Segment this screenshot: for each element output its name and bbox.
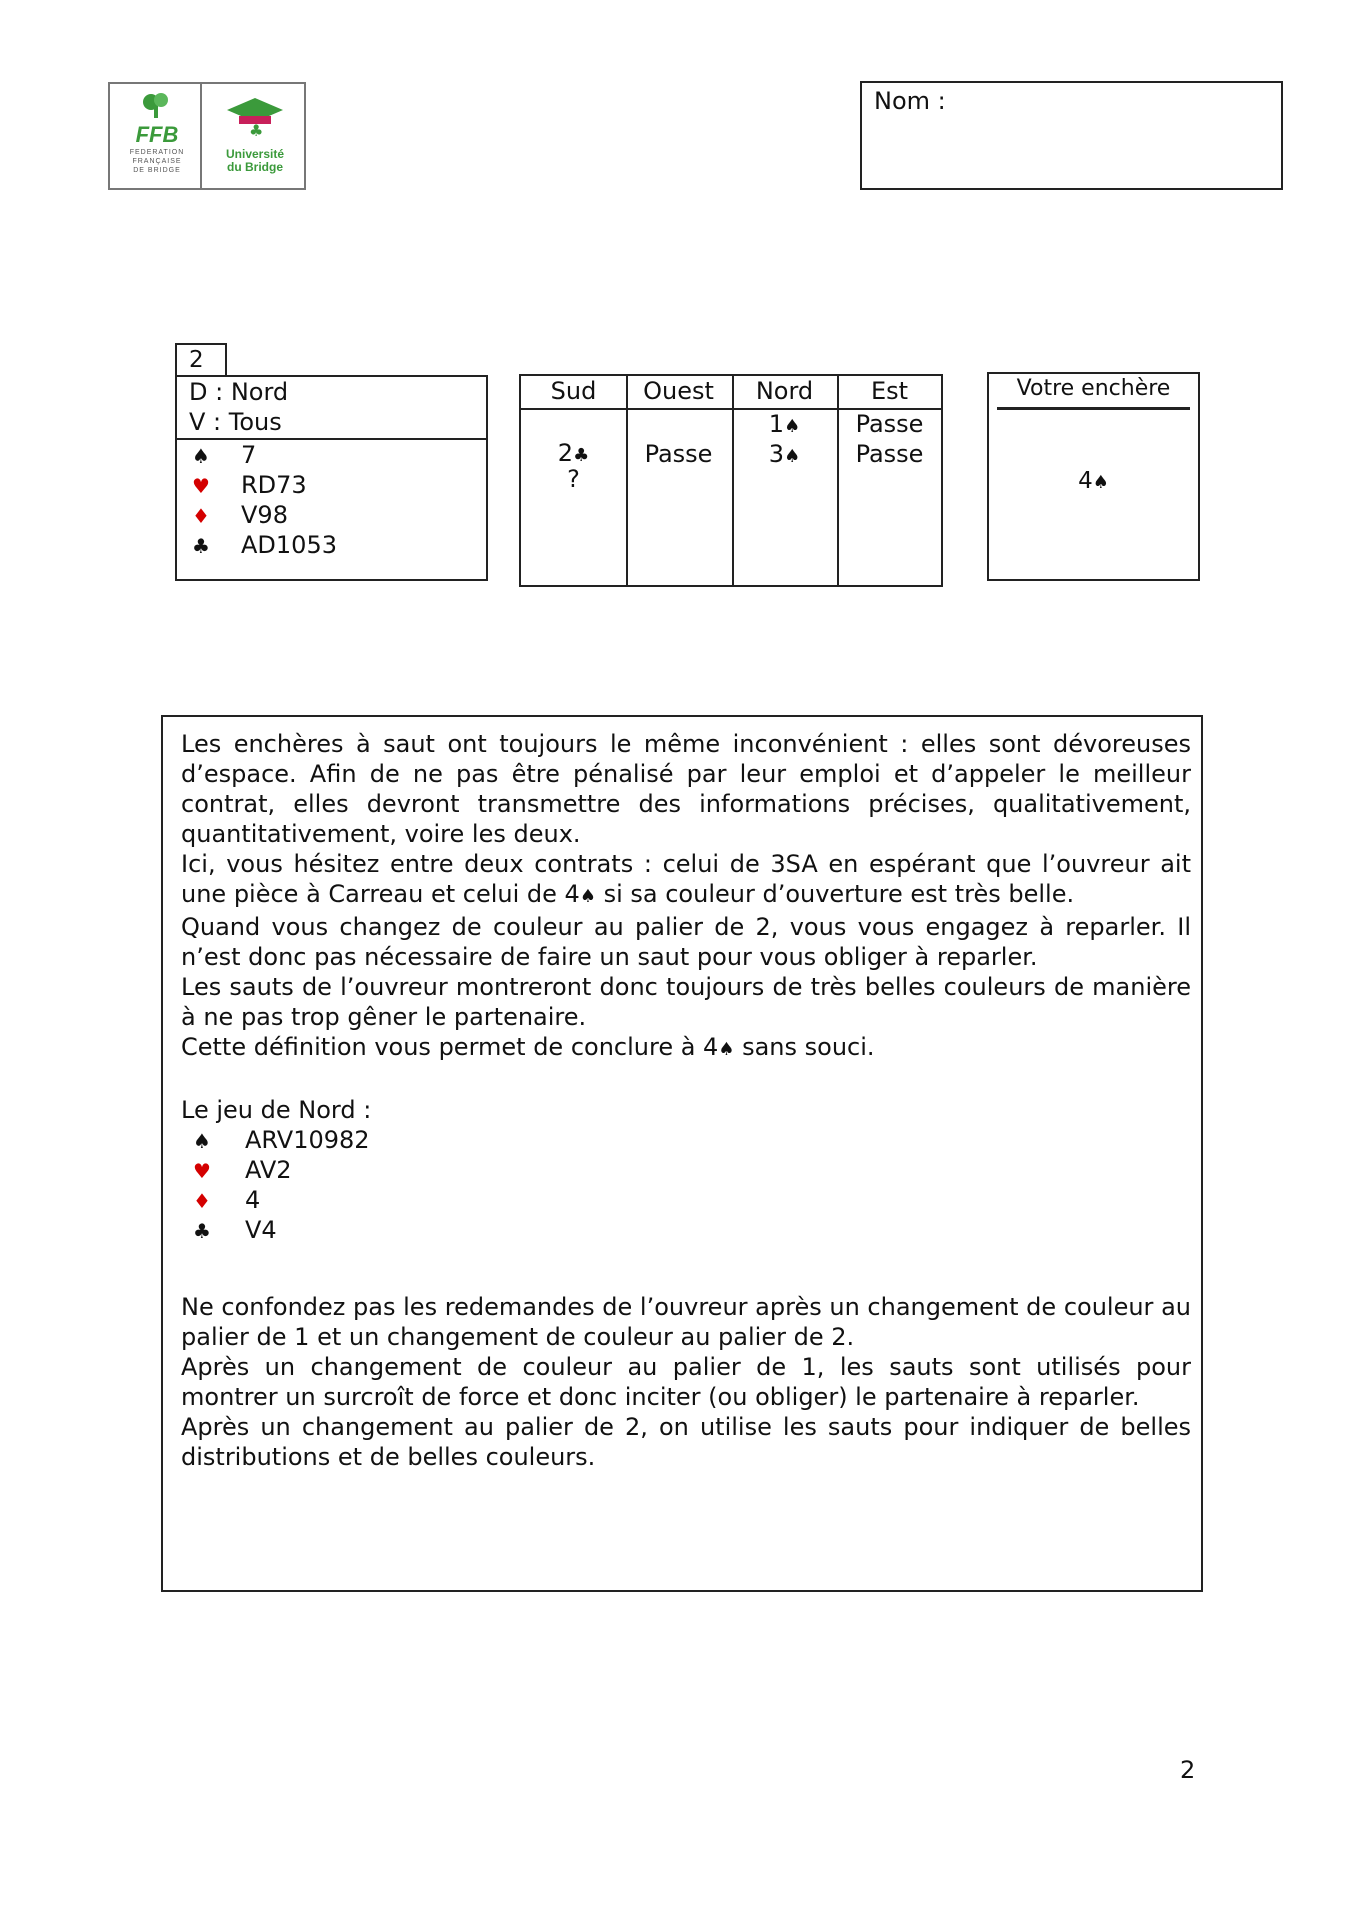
board-number: 2 (175, 343, 227, 376)
bid-est-1: Passe (855, 410, 924, 438)
logo-divider (200, 84, 202, 188)
spade-icon: ♠ (579, 886, 596, 907)
hand-separator (177, 438, 486, 440)
bid-est-2: Passe (855, 440, 924, 468)
hand-hearts (189, 470, 307, 500)
spade-icon: ♠ (784, 446, 801, 467)
comment-p4: Les sauts de l’ouvreur montreront donc toujours de très belles couleurs de manière à ne pas trop gêner le partenaire. (181, 973, 1191, 1031)
logo (108, 82, 306, 190)
header-ouest: Ouest (643, 377, 714, 405)
svg-text:♣: ♣ (249, 121, 264, 138)
commentary-box (161, 715, 1203, 1592)
spades-cards: 7 (241, 441, 257, 469)
diamond-icon: ♦ (192, 504, 210, 528)
universite-logo (208, 94, 302, 174)
bid-sud-2: 2♣ (557, 439, 590, 467)
comment-p3: Quand vous changez de couleur au palier de 2, vous vous engagez à reparler. Il n’est donc pas nécessaire de faire un saut pour vous obliger à reparler. (181, 913, 1191, 971)
clubs-cards: AD1053 (241, 531, 337, 559)
ffb-mark: FFB (135, 122, 179, 147)
north-hearts: ♥ AV2 (181, 1155, 1191, 1185)
your-bid-box (987, 372, 1200, 581)
ffb-logo (118, 92, 196, 175)
comment-p7: Après un changement de couleur au palier de 1, les sauts sont utilisés pour montrer un surcroît de force et donc inciter (ou obliger) le partenaire à reparler. (181, 1353, 1191, 1411)
bid-ouest-2: Passe (644, 440, 713, 468)
header-nord: Nord (755, 377, 814, 405)
north-clubs: ♣ V4 (181, 1215, 1191, 1245)
univ-line2: du Bridge (227, 160, 283, 174)
your-bid-title: Votre enchère (1016, 376, 1171, 401)
club-icon: ♣ (192, 534, 210, 558)
bid-nord-1: 1♠ (768, 410, 801, 438)
diamond-icon: ♦ (193, 1189, 211, 1213)
header-sud: Sud (550, 377, 597, 405)
spade-icon: ♠ (192, 444, 210, 468)
page-number: 2 (1180, 1756, 1196, 1784)
club-icon: ♣ (573, 445, 590, 466)
spade-icon: ♠ (784, 416, 801, 437)
comment-p6: Ne confondez pas les redemandes de l’ouvreur après un changement de couleur au palier de 1 et un changement de couleur au palier de 2. (181, 1293, 1191, 1351)
club-icon: ♣ (193, 1219, 211, 1243)
bidding-table (519, 374, 943, 587)
heart-icon: ♥ (193, 1159, 211, 1183)
name-label: Nom : (874, 87, 946, 115)
dealer: D : Nord (189, 378, 289, 406)
hearts-cards: RD73 (241, 471, 307, 499)
ffb-sub-1: FEDERATION (129, 149, 185, 156)
ffb-sub-2: FRANÇAISE (132, 158, 182, 165)
your-bid-answer: 4♠ (1078, 468, 1109, 494)
comment-p5: Cette définition vous permet de conclure à 4♠ sans souci. (181, 1033, 875, 1061)
comment-p2: Ici, vous hésitez entre deux contrats : celui de 3SA en espérant que l’ouvreur ait une pièce à Carreau et celui de 4♠ si sa couleur d’ouverture est très belle. (181, 850, 1191, 908)
north-spades: ♠ ARV10982 (181, 1125, 1191, 1155)
hand-clubs (189, 530, 337, 560)
heart-icon: ♥ (192, 474, 210, 498)
hand-spades (189, 440, 257, 470)
univ-line1: Université (225, 147, 285, 161)
graduation-cap-icon (225, 94, 285, 138)
north-diamonds: ♦ 4 (181, 1185, 1191, 1215)
header-est: Est (870, 377, 909, 405)
comment-p8: Après un changement au palier de 2, on utilise les sauts pour indiquer de belles distributions et de belles couleurs. (181, 1413, 1191, 1471)
tree-icon (137, 92, 177, 118)
hand-diamonds (189, 500, 288, 530)
hand-box (175, 375, 488, 581)
spade-icon: ♠ (193, 1129, 211, 1153)
spade-icon: ♠ (718, 1039, 735, 1060)
comment-p1: Les enchères à saut ont toujours le même inconvénient : elles sont dévoreuses d’espace. Afin de ne pas être pénalisé par leur emploi et d’appeler le meilleur contrat, elles devront transmettre des informations précises, qualitativement, quantitativement, voire les deux. (181, 730, 1191, 848)
bid-nord-2: 3♠ (768, 440, 801, 468)
spade-icon: ♠ (1092, 472, 1109, 493)
vulnerability: V : Tous (189, 408, 282, 436)
ffb-sub-3: DE BRIDGE (133, 167, 181, 174)
name-field[interactable] (860, 81, 1283, 190)
bid-sud-3: ? (567, 465, 580, 493)
diamonds-cards: V98 (241, 501, 288, 529)
north-title: Le jeu de Nord : (181, 1096, 372, 1124)
